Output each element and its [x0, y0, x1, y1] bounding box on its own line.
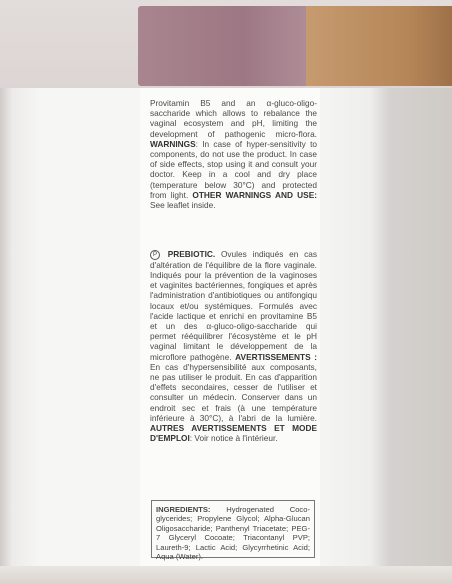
- ingredients-heading: INGREDIENTS:: [156, 505, 211, 514]
- prebiotic-icon: P: [150, 250, 160, 260]
- english-other-heading: OTHER WARNINGS AND USE:: [192, 189, 317, 200]
- french-warnings-text: En cas d'hypersensibilité aux composants, ne pas utiliser le produit. En cas d'apparition d'effets secondaires, cesser de l'utiliser et consulter un médecin. Conserver dans un endroit sec et frais (à une température inférieure à 30°C), à l'abri de la lumière.: [150, 361, 317, 423]
- ingredients-text: Hydrogenated Coco-glycerides; Propylene Glycol; Alpha-Glucan Oligosaccharide; Panthenyl Triacetate; PEG-7 Glyceryl Cocoate; Triacontanyl PVP; Laureth-9; Lactic Acid; Glycyrrhetinic Acid; Aqua (Water).: [156, 505, 310, 562]
- box-bottom-edge: [0, 566, 452, 584]
- french-other-text: : Voir notice à l'intérieur.: [189, 433, 278, 444]
- box-mauve-band: [138, 6, 314, 86]
- english-other-text: See leaflet inside.: [150, 200, 216, 211]
- box-cardboard-flap: [306, 6, 452, 86]
- french-text-block: [150, 249, 317, 443]
- french-body: Ovules indiqués en cas d'altération de l'équilibre de la flore vaginale. Indiqués pour la prévention de la vaginoses et vaginites bactériennes, fongiques et après l'administration d'antibiotiques ou antifongiqu locaux et/ou systémiques. Formulés avec l'acide lactique et enrichi en provitamine B5 et un des α-gluco-oligo-saccharide qui permet rééquilibrer l'écosystème et le pH vaginal limitant le développement de la microflore pathogène.: [150, 249, 317, 362]
- french-warnings-heading: AVERTISSEMENTS :: [235, 351, 317, 362]
- english-text-block: [150, 98, 317, 210]
- english-body: Provitamin B5 and an α-gluco-oligo-saccharide which allows to rebalance the vaginal ecosystem and pH, limiting the development of pathogenic micro-flora.: [150, 98, 317, 139]
- english-warnings-text: : In case of hyper-sensitivity to components, do not use the product. In case of side effects, stop using it and consult your doctor. Keep in a cool and dry place (temperature below 30°C) and protected from light.: [150, 138, 317, 200]
- french-prebiotic-heading: PREBIOTIC.: [167, 249, 216, 259]
- ingredients-box: [151, 500, 315, 562]
- english-warnings-heading: WARNINGS: [150, 138, 196, 149]
- french-other-heading: AUTRES AVERTISSEMENTS ET MODE D'EMPLOI: [150, 423, 317, 444]
